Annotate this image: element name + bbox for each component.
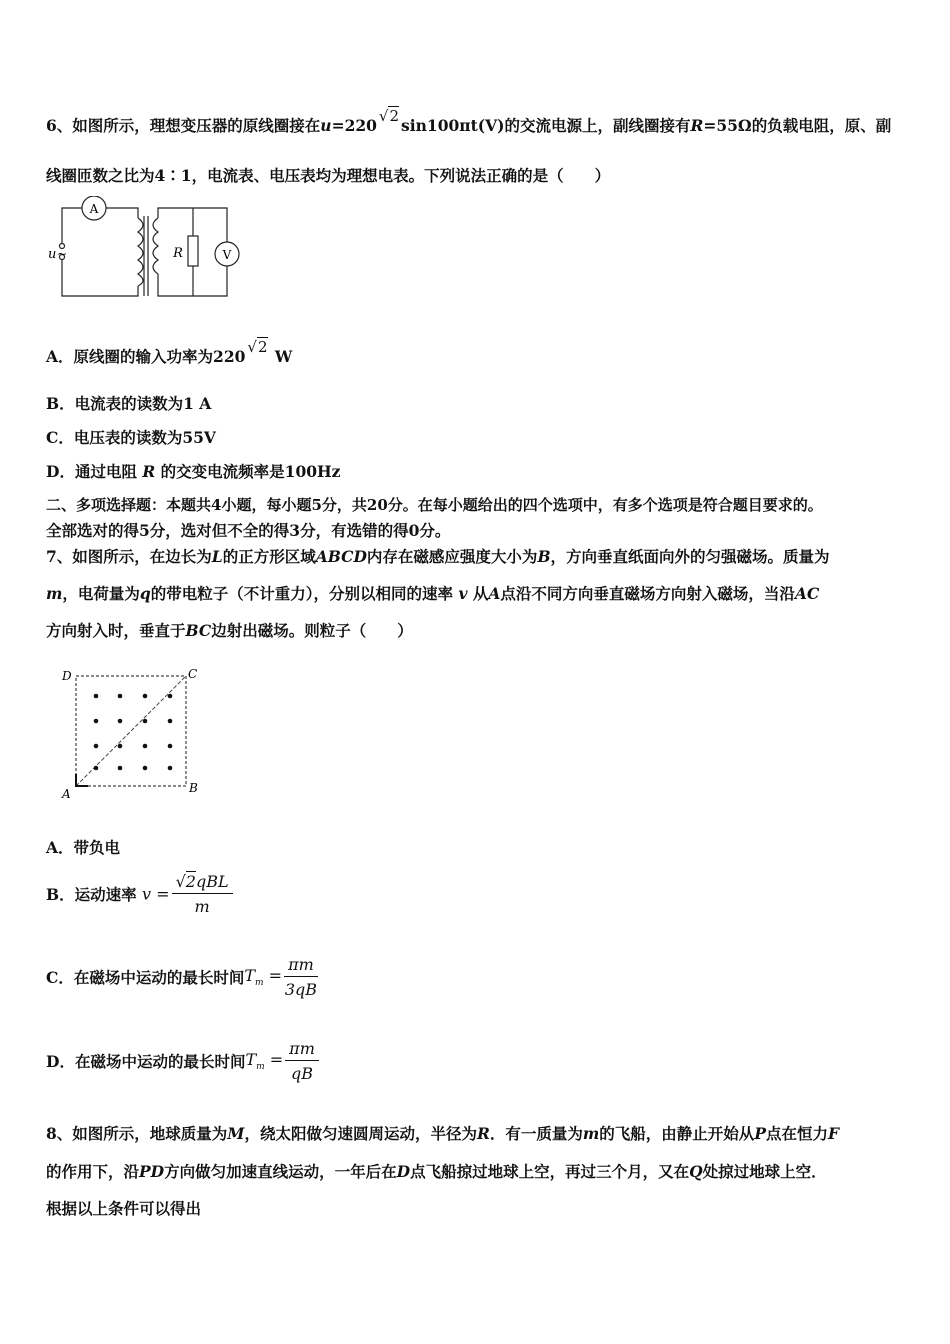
text: ，方向垂直纸面向外的匀强磁场。质量为 [550,547,830,566]
text: 点在恒力 [765,1124,828,1143]
subscript: m [256,1062,265,1073]
field-dot [118,766,123,771]
text: 6、如图所示，理想变压器的原线圈接在 [46,116,321,135]
q7-option-a: A．带负电 [46,838,121,857]
q7-option-d [46,1039,319,1083]
text: 8、如图所示，地球质量为 [46,1124,228,1143]
q7-line-1 [46,545,830,567]
primary-coil [138,218,143,286]
var-L: L [211,547,223,566]
text: 的交变电流频率是100Hz [160,462,341,481]
field-dot [94,719,99,724]
text: D．在磁场中运动的最长时间 [46,1052,246,1071]
transformer-circuit-figure [40,196,250,306]
text: 方向做匀加速直线运动，一年后在 [164,1162,397,1181]
q8-line-1 [46,1122,839,1144]
numerator: πm [284,955,318,977]
numerator [172,872,233,894]
var-R: R [142,462,156,481]
sqrt-2 [247,338,267,356]
secondary-wire [158,208,227,296]
text: C．在磁场中运动的最长时间 [46,968,245,987]
equals-sign: = [156,884,170,904]
text: ．有一质量为 [489,1124,583,1143]
section2-line-2: 全部选对的得5分，选对但不全的得3分，有选错的得0分。 [46,521,451,540]
var-A: A [488,584,501,603]
formula-lhs [245,1049,284,1073]
field-dot [168,744,173,749]
field-dot [94,744,99,749]
var-T: T [244,965,256,985]
text: 220 [213,347,246,366]
corner-A: A [62,787,71,800]
corner-D: D [62,669,72,683]
equals-sign: = [268,965,283,985]
resistor-label: R [173,246,183,261]
field-dot [94,766,99,771]
sqrt-sign: √ [247,338,257,356]
var-B: B [537,547,551,566]
denominator: qB [291,1064,314,1083]
field-dot [143,719,148,724]
text: =220 [331,116,377,135]
sqrt-radicand: 2 [389,107,400,125]
corner-C: C [188,667,198,681]
var-Q: Q [689,1162,703,1181]
text: 的带电粒子（不计重力），分别以相同的速率 [150,584,454,603]
field-dot [143,766,148,771]
var-q: q [139,584,151,603]
text: B．运动速率 [46,885,137,904]
source-tilde-label: ~ [57,247,68,261]
text: 边射出磁场。则粒子（ ） [211,621,413,640]
var-F: F [827,1124,839,1143]
q6-line-2: 线圈匝数之比为4∶1，电流表、电压表均为理想电表。下列说法正确的是（ ） [46,166,611,185]
sqrt-2 [379,107,399,125]
var-R: R [476,1124,490,1143]
q6-line-1 [46,107,892,136]
equals-sign: = [269,1049,284,1069]
field-dot [143,744,148,749]
sqrt-sign: √ [378,107,389,125]
text: W [274,347,293,366]
q6-option-a [46,338,293,367]
q7-line-2 [46,582,819,604]
magnetic-field-square-figure [56,664,206,800]
var-D: D [396,1162,411,1181]
resistor [188,236,198,266]
text: 处掠过地球上空． [702,1162,827,1181]
var-AC: AC [794,584,820,603]
var-T: T [245,1049,257,1069]
formula-lhs [142,885,170,904]
var-P: P [754,1124,766,1143]
denominator: m [194,897,210,916]
field-dot [143,694,148,699]
numerator: πm [285,1039,319,1061]
q8-line-3: 根据以上条件可以得出 [46,1199,202,1218]
corner-B: B [189,781,198,795]
var-R: R [690,116,704,135]
text: 的飞船，由静止开始从 [599,1124,755,1143]
field-dot [168,719,173,724]
var-M: M [227,1124,245,1143]
primary-wire [62,208,138,296]
text: 方向射入时，垂直于 [46,621,186,640]
q8-line-2 [46,1160,827,1182]
var-m: m [582,1124,600,1143]
ammeter-label: A [89,202,99,216]
q6-option-c: C．电压表的读数为55V [46,428,216,447]
var-u: u [320,116,332,135]
text: 点沿不同方向垂直磁场方向射入磁场，当沿 [500,584,795,603]
q6-option-d [46,460,340,482]
voltmeter-label: V [222,248,232,262]
text: A．原线圈的输入功率为 [46,347,214,366]
section2-line-1: 二、多项选择题：本题共4小题，每小题5分，共20分。在每小题给出的四个选项中，有多个选项是符合题目要求的。 [46,496,823,514]
var-m: m [46,584,63,603]
var-v: v [458,584,468,603]
secondary-coil [153,218,158,274]
sqrt-radicand: 2 [257,338,268,356]
text: D．通过电阻 [46,462,137,481]
q7-line-3 [46,619,413,641]
q7-option-c [46,955,318,999]
text: =55Ω的负载电阻，原、副 [703,116,892,135]
sqrt-sign: √ [175,872,186,891]
fraction [285,1039,319,1083]
text: 从 [472,584,489,603]
field-dot [118,719,123,724]
sqrt-radicand: 2 [185,872,196,891]
q6-option-b: B．电流表的读数为1 A [46,394,212,413]
field-dot [94,694,99,699]
text: 点飞船掠过地球上空，再过三个月，又在 [410,1162,690,1181]
field-dot [118,694,123,699]
denominator: 3qB [284,980,317,999]
text: sin100πt(V)的交流电源上，副线圈接有 [401,116,691,135]
q7-option-b [46,872,233,916]
text: 的作用下，沿 [46,1162,140,1181]
var-BC: BC [185,621,212,640]
source-u-label: u [48,247,57,262]
field-dot [168,766,173,771]
text: 内存在磁感应强度大小为 [366,547,538,566]
fraction [284,955,318,999]
var-ABCD: ABCD [315,547,367,566]
numerator-rest: qBL [195,872,229,891]
text: 7、如图所示，在边长为 [46,547,212,566]
fraction [172,872,233,916]
formula-lhs [244,965,283,989]
text: ，电荷量为 [62,584,140,603]
field-dot [118,744,123,749]
var-v: v [142,884,152,904]
text: 的正方形区域 [222,547,316,566]
subscript: m [255,978,264,989]
text: ，绕太阳做匀速圆周运动，半径为 [244,1124,477,1143]
var-PD: PD [139,1162,165,1181]
field-dot [168,694,173,699]
